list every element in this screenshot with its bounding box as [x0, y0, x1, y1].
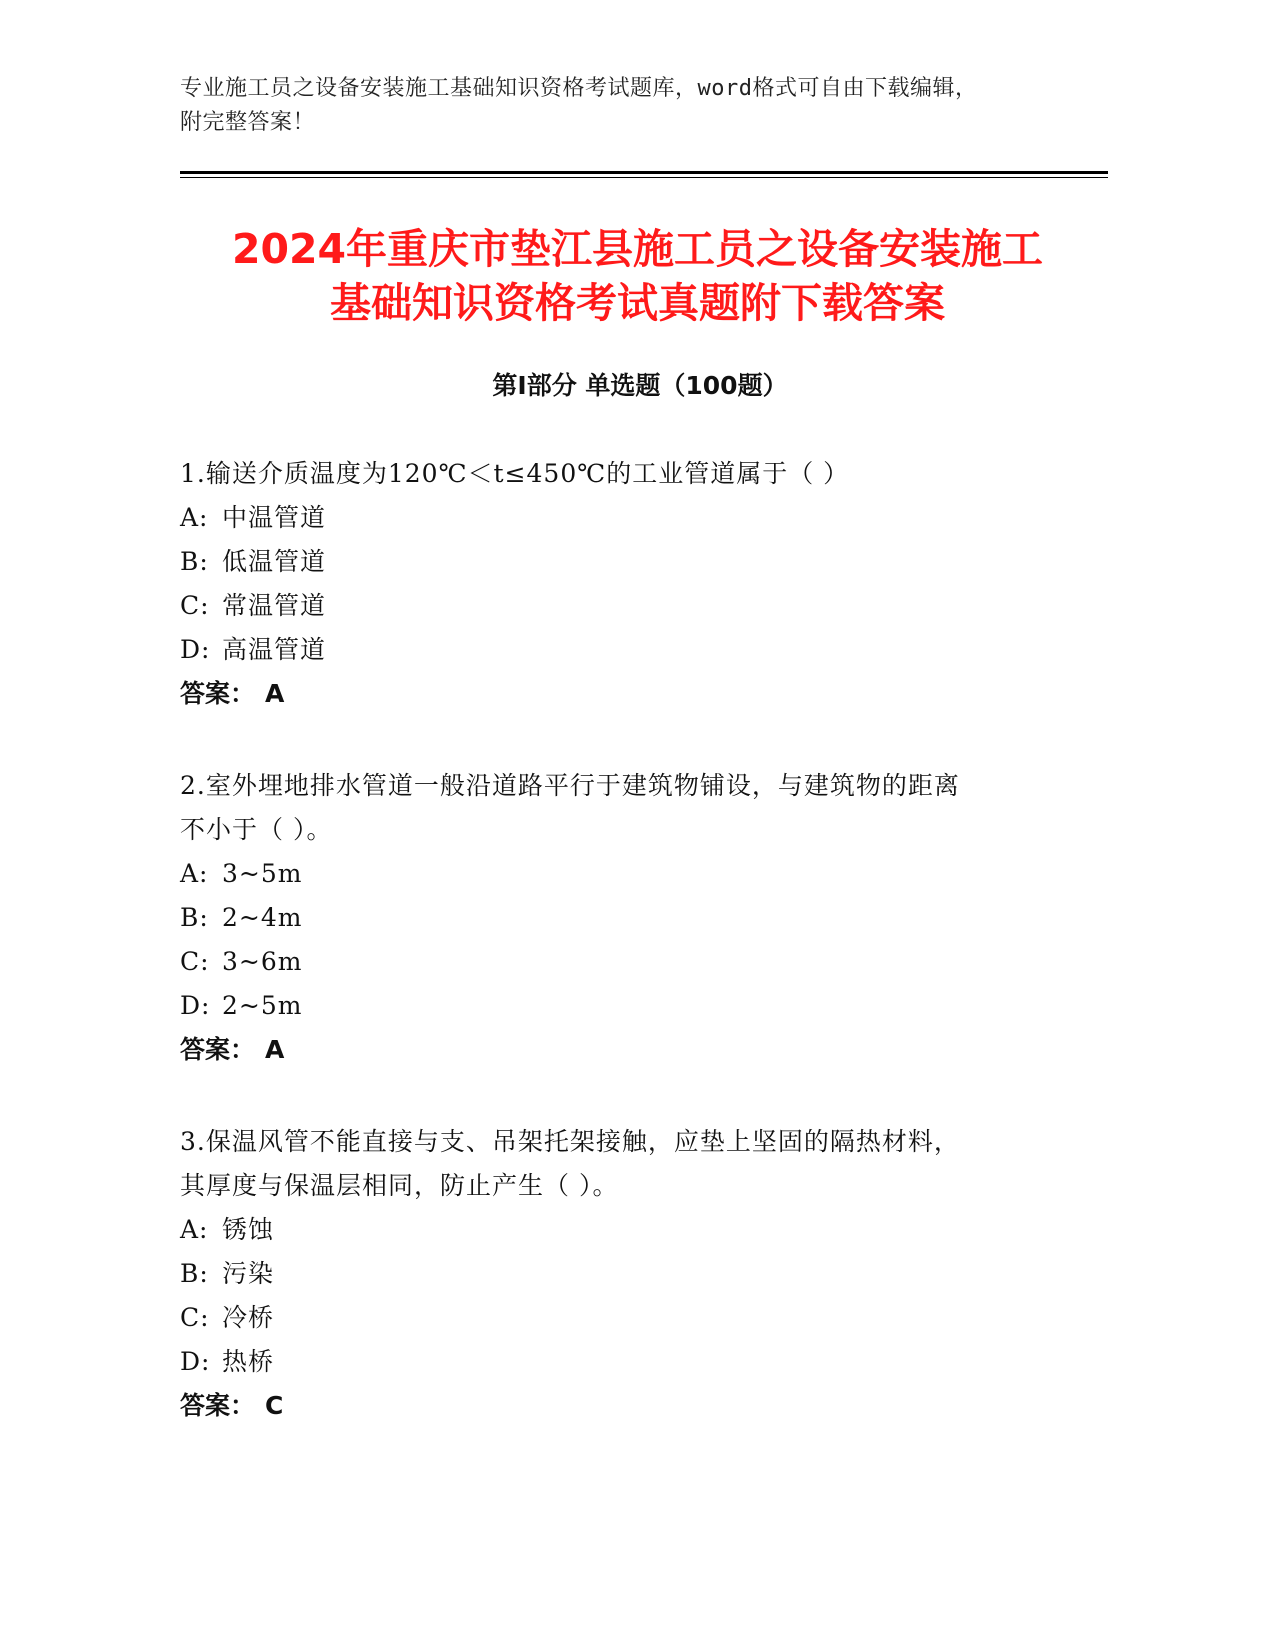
option-a [180, 852, 1060, 896]
option-text: 污染 [222, 1259, 275, 1288]
document-title-line: 基础知识资格考试真题附下载答案 [330, 279, 945, 327]
header-divider-thin [180, 177, 1108, 178]
option-d [180, 1340, 1060, 1384]
question-list [180, 452, 1060, 1476]
question-stem-line: 2.室外埋地排水管道一般沿道路平行于建筑物铺设，与建筑物的距离 [180, 771, 960, 800]
option-letter: B: [180, 903, 209, 932]
option-b [180, 540, 1060, 584]
answer-label: 答案： [180, 1391, 256, 1420]
option-letter: D: [180, 991, 211, 1020]
answer-line [180, 1028, 1060, 1072]
question-stem-line: 1.输送介质温度为120℃＜t≤450℃的工业管道属于（ ） [180, 459, 850, 488]
answer-value: C [265, 1391, 284, 1420]
option-letter: D: [180, 635, 211, 664]
option-letter: D: [180, 1347, 211, 1376]
option-text: 常温管道 [222, 591, 327, 620]
document-title [100, 222, 1175, 330]
header-note-line: 附完整答案！ [180, 110, 316, 135]
option-letter: C: [180, 947, 210, 976]
option-a [180, 496, 1060, 540]
question-stem-line: 其厚度与保温层相同，防止产生（ ）。 [180, 1171, 619, 1200]
option-text: 3~6m [222, 947, 303, 976]
option-text: 冷桥 [222, 1303, 275, 1332]
question-item [180, 452, 1060, 716]
option-d [180, 628, 1060, 672]
option-text: 低温管道 [222, 547, 327, 576]
question-stem-line: 3.保温风管不能直接与支、吊架托架接触，应垫上坚固的隔热材料， [180, 1127, 960, 1156]
question-stem [180, 764, 1060, 852]
option-text: 中温管道 [222, 503, 327, 532]
option-letter: A: [180, 859, 209, 888]
option-letter: A: [180, 1215, 209, 1244]
option-b [180, 1252, 1060, 1296]
option-letter: A: [180, 503, 209, 532]
option-text: 高温管道 [222, 635, 327, 664]
option-b [180, 896, 1060, 940]
option-d [180, 984, 1060, 1028]
question-item [180, 764, 1060, 1072]
document-title-line: 2024年重庆市垫江县施工员之设备安装施工 [231, 225, 1044, 273]
answer-label: 答案： [180, 1035, 256, 1064]
header-note-line: 专业施工员之设备安装施工基础知识资格考试题库，word格式可自由下载编辑， [180, 76, 978, 101]
answer-value: A [265, 679, 285, 708]
answer-line [180, 1384, 1060, 1428]
option-letter: C: [180, 1303, 210, 1332]
question-item [180, 1120, 1060, 1428]
section-heading: 第Ⅰ部分 单选题（100题） [492, 371, 788, 400]
option-letter: B: [180, 547, 209, 576]
option-c [180, 1296, 1060, 1340]
option-text: 锈蚀 [222, 1215, 275, 1244]
option-text: 2~4m [222, 903, 303, 932]
option-letter: B: [180, 1259, 209, 1288]
header-note [180, 72, 1100, 140]
option-letter: C: [180, 591, 210, 620]
option-text: 3~5m [222, 859, 303, 888]
option-c [180, 940, 1060, 984]
answer-label: 答案： [180, 679, 256, 708]
option-text: 2~5m [222, 991, 303, 1020]
question-stem [180, 1120, 1060, 1208]
answer-value: A [265, 1035, 285, 1064]
question-stem [180, 452, 1060, 496]
option-text: 热桥 [222, 1347, 275, 1376]
header-divider-thick [180, 171, 1108, 174]
option-a [180, 1208, 1060, 1252]
answer-line [180, 672, 1060, 716]
option-c [180, 584, 1060, 628]
question-stem-line: 不小于（ ）。 [180, 815, 333, 844]
